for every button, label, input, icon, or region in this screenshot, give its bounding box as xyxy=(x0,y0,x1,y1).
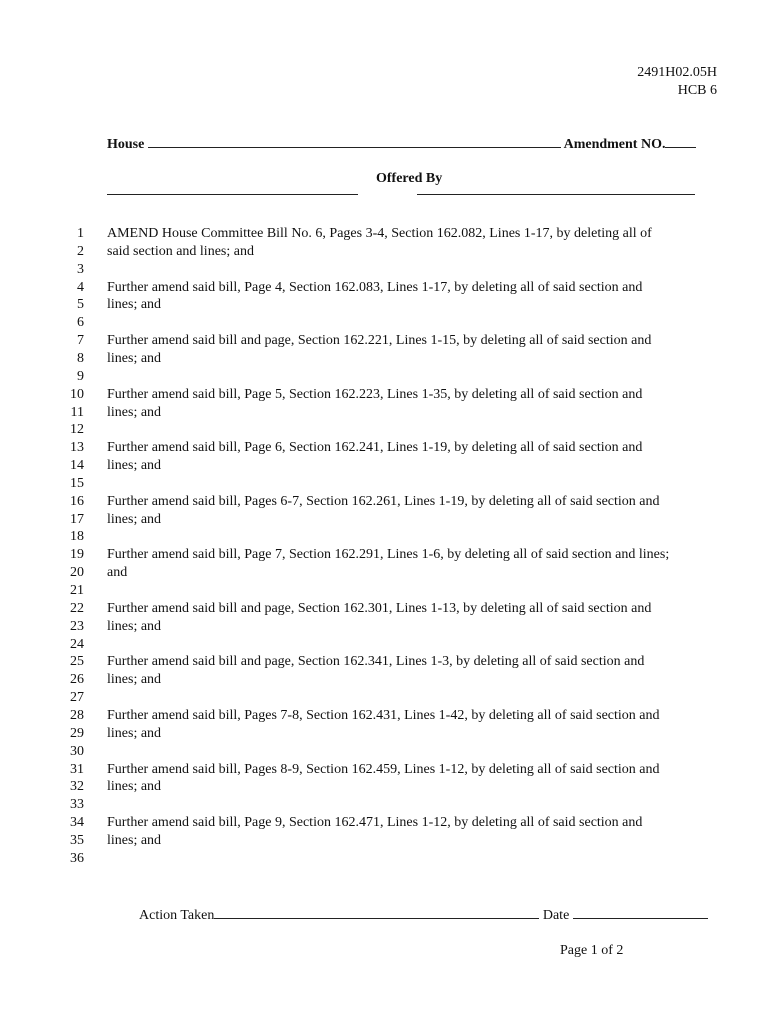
action-taken-row xyxy=(139,906,708,924)
line-text: lines; and xyxy=(107,405,162,420)
line-number: 21 xyxy=(70,583,84,598)
page-number: Page 1 of 2 xyxy=(560,943,624,958)
line-text: AMEND House Committee Bill No. 6, Pages 3-4, Section 162.082, Lines 1-17, by deleting all of xyxy=(107,226,652,241)
line-text: lines; and xyxy=(107,619,162,634)
line-text: Further amend said bill and page, Section 162.301, Lines 1-13, by deleting all of said section and xyxy=(107,601,652,616)
line-number: 27 xyxy=(70,690,84,705)
line-text: Further amend said bill, Page 9, Section 162.471, Lines 1-12, by deleting all of said section and xyxy=(107,815,643,830)
line-number: 26 xyxy=(70,672,84,687)
line-text: lines; and xyxy=(107,297,162,312)
line-text: and xyxy=(107,565,128,580)
line-number: 35 xyxy=(70,833,84,848)
action-taken-label: Action Taken xyxy=(139,908,215,923)
line-number: 3 xyxy=(77,262,84,277)
line-number: 13 xyxy=(70,440,84,455)
line-number: 16 xyxy=(70,494,84,509)
line-number: 11 xyxy=(70,405,84,420)
line-number: 2 xyxy=(77,244,84,259)
line-number: 15 xyxy=(70,476,84,491)
line-text: lines; and xyxy=(107,833,162,848)
line-text: lines; and xyxy=(107,672,162,687)
line-number: 22 xyxy=(70,601,84,616)
line-number: 25 xyxy=(70,654,84,669)
line-number: 19 xyxy=(70,547,84,562)
amendment-label: Amendment NO. xyxy=(563,137,666,152)
house-amendment-row xyxy=(107,135,696,153)
line-number: 34 xyxy=(70,815,84,830)
line-number: 20 xyxy=(70,565,84,580)
line-number: 17 xyxy=(70,512,84,527)
line-number: 28 xyxy=(70,708,84,723)
offered-by-label: Offered By xyxy=(376,171,443,186)
line-text: Further amend said bill, Page 7, Section 162.291, Lines 1-6, by deleting all of said section and lines; xyxy=(107,547,670,562)
line-text: lines; and xyxy=(107,351,162,366)
line-text: said section and lines; and xyxy=(107,244,254,259)
offered-by-blank-right xyxy=(417,194,695,195)
line-text: Further amend said bill and page, Section 162.221, Lines 1-15, by deleting all of said section and xyxy=(107,333,652,348)
line-number: 7 xyxy=(77,333,84,348)
bill-code: HCB 6 xyxy=(677,83,717,98)
document-id: 2491H02.05H xyxy=(637,65,717,80)
action-taken-blank xyxy=(214,906,539,919)
line-number: 24 xyxy=(70,637,84,652)
line-number: 9 xyxy=(77,369,84,384)
line-text: Further amend said bill, Page 4, Section 162.083, Lines 1-17, by deleting all of said section and xyxy=(107,280,643,295)
line-number: 10 xyxy=(70,387,84,402)
line-number: 1 xyxy=(77,226,84,241)
line-number: 4 xyxy=(77,280,84,295)
house-blank-line xyxy=(148,135,561,148)
line-number: 30 xyxy=(70,744,84,759)
line-text: lines; and xyxy=(107,512,162,527)
line-number: 5 xyxy=(77,297,84,312)
line-number: 6 xyxy=(77,315,84,330)
document-header xyxy=(637,64,717,100)
amendment-number-blank xyxy=(665,135,696,148)
line-number: 23 xyxy=(70,619,84,634)
date-blank xyxy=(573,906,708,919)
line-number: 14 xyxy=(70,458,84,473)
line-text: Further amend said bill, Pages 7-8, Section 162.431, Lines 1-42, by deleting all of said section and xyxy=(107,708,660,723)
line-number: 12 xyxy=(70,422,84,437)
line-text: Further amend said bill, Page 5, Section 162.223, Lines 1-35, by deleting all of said section and xyxy=(107,387,643,402)
line-number: 32 xyxy=(70,779,84,794)
line-number: 36 xyxy=(70,851,84,866)
house-label: House xyxy=(107,137,145,152)
line-number: 18 xyxy=(70,529,84,544)
date-label: Date xyxy=(542,908,570,923)
line-text: lines; and xyxy=(107,458,162,473)
line-text: Further amend said bill and page, Section 162.341, Lines 1-3, by deleting all of said section and xyxy=(107,654,645,669)
offered-by-blank-left xyxy=(107,194,358,195)
line-text: Further amend said bill, Pages 6-7, Section 162.261, Lines 1-19, by deleting all of said section and xyxy=(107,494,660,509)
line-text: lines; and xyxy=(107,726,162,741)
line-text: Further amend said bill, Page 6, Section 162.241, Lines 1-19, by deleting all of said section and xyxy=(107,440,643,455)
line-number: 8 xyxy=(77,351,84,366)
line-number: 31 xyxy=(70,762,84,777)
line-text: lines; and xyxy=(107,779,162,794)
line-number: 33 xyxy=(70,797,84,812)
line-number: 29 xyxy=(70,726,84,741)
line-text: Further amend said bill, Pages 8-9, Section 162.459, Lines 1-12, by deleting all of said section and xyxy=(107,762,660,777)
